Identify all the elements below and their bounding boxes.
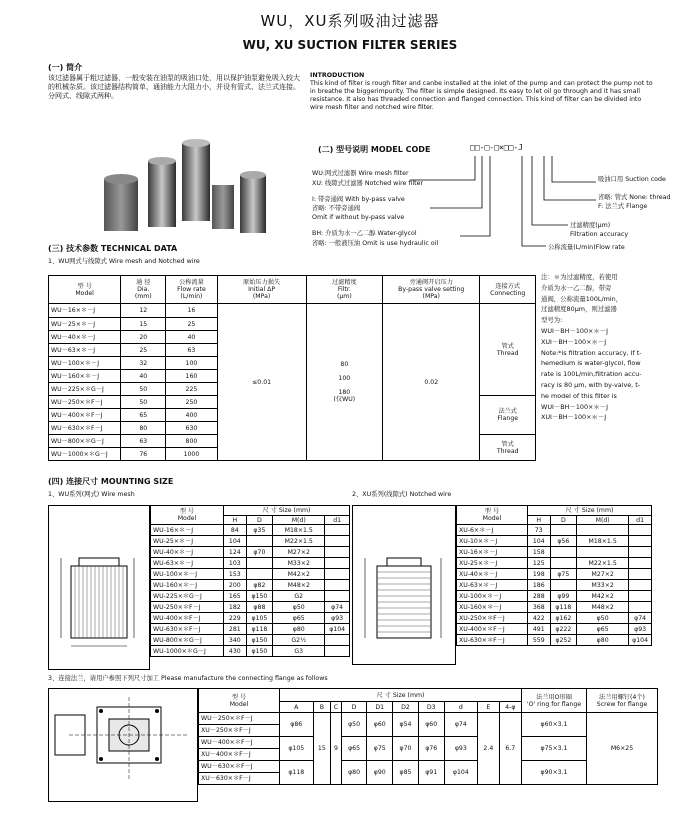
table-row-dia: 50	[121, 383, 166, 396]
table-cell: 124	[224, 547, 247, 558]
connecting-thread	[480, 304, 536, 396]
table-cell: φ91	[418, 761, 444, 785]
table-row-model: XU-6×＊－J	[457, 525, 528, 536]
model-code-right-2: 省略: 管式 None: thread	[598, 194, 671, 201]
table-row-flow: 630	[166, 422, 217, 435]
table-cell	[629, 602, 652, 613]
table-row-dia: 65	[121, 409, 166, 422]
filtration-values	[306, 304, 382, 461]
table-cell: M42×2	[273, 569, 325, 580]
table-cell: φ118	[280, 761, 314, 785]
table-row-model: WU-250×＊F－J	[151, 602, 224, 613]
table-cell: φ252	[550, 635, 577, 646]
table-row-dia: 25	[121, 344, 166, 357]
flange-th-4phi: 4-φ	[499, 702, 521, 713]
filter-product-photo	[100, 137, 270, 239]
model-code-left-3: I: 带旁通阀 With by-pass valve	[312, 196, 405, 203]
flange-th-e: E	[478, 702, 500, 713]
table-cell: M48×2	[577, 602, 629, 613]
wu-th-d1: d1	[325, 516, 350, 525]
connecting-flange-cn: 法兰式	[498, 408, 517, 415]
table-cell	[577, 547, 629, 558]
table-cell: φ150	[246, 646, 273, 657]
table-row-model: XU-25×＊－J	[457, 558, 528, 569]
table-row-model: XU－250×＊F－J	[199, 725, 280, 737]
table-cell: φ90	[367, 761, 393, 785]
table-cell: φ70	[393, 737, 419, 761]
xu-drawing-box	[352, 505, 456, 665]
table-row-dia: 15	[121, 318, 166, 331]
table-cell: 368	[527, 602, 550, 613]
table-cell: φ104	[444, 761, 478, 785]
table-cell: φ50	[273, 602, 325, 613]
table-cell: 125	[527, 558, 550, 569]
model-code-right-3: F: 法兰式 Flange	[598, 203, 648, 210]
table-row-model: WU－16×＊－J	[49, 304, 121, 318]
table-cell: φ74	[629, 613, 652, 624]
filtration-3: 180	[338, 389, 351, 396]
wu-mounting-table	[150, 505, 350, 657]
table-row-dia: 12	[121, 304, 166, 318]
table-cell	[325, 569, 350, 580]
wu-th-d: D	[246, 516, 273, 525]
note-line-5: 型号为:	[541, 316, 563, 325]
table-row-flow: 400	[166, 409, 217, 422]
table-cell: φ105	[280, 737, 314, 761]
table-row-model: WU-630×＊F－J	[151, 624, 224, 635]
model-code-left-6: BH: 介质为水一乙二醇 Water-glycol	[312, 230, 417, 237]
table-cell: φ86	[280, 713, 314, 737]
table-cell: φ104	[629, 635, 652, 646]
table-cell: 153	[224, 569, 247, 580]
table-cell: 158	[527, 547, 550, 558]
table-cell: φ85	[393, 761, 419, 785]
tech-subtitle: 1、WU网式与线隙式 Wire mesh and Notched wire	[48, 258, 200, 265]
table-cell: φ118	[550, 602, 577, 613]
wu-th-h: H	[224, 516, 247, 525]
table-cell: M27×2	[273, 547, 325, 558]
note-line-8: Note:*is filtration accuracy, If t-	[541, 348, 642, 357]
table-cell: 229	[224, 613, 247, 624]
model-code-pattern: □□-□-□×□□-J	[470, 143, 523, 152]
flange-table	[198, 688, 658, 785]
xu-th-h: H	[527, 516, 550, 525]
table-cell: φ104	[325, 624, 350, 635]
xu-th-d1: d1	[629, 516, 652, 525]
table-cell: φ75	[367, 737, 393, 761]
table-cell: M33×2	[273, 558, 325, 569]
table-cell: φ90×3.1	[522, 761, 587, 785]
table-cell	[629, 558, 652, 569]
table-cell	[550, 547, 577, 558]
table-row-model: WU-40×＊－J	[151, 547, 224, 558]
tech-heading: (三) 技术参数 TECHNICAL DATA	[48, 244, 178, 253]
model-code-left-4: 省略: 不带旁通阀	[312, 205, 361, 212]
table-row-dia: 20	[121, 331, 166, 344]
table-row-flow: 225	[166, 383, 217, 396]
table-row-model: WU－630×＊F－J	[199, 761, 280, 773]
table-cell: φ93	[629, 624, 652, 635]
table-cell: M27×2	[577, 569, 629, 580]
table-cell: 2.4	[478, 713, 500, 785]
flange-th-model: 型 号 Model	[199, 689, 280, 713]
xu-series-title: 2、XU系列(线隙式) Notched wire	[352, 491, 452, 498]
table-cell: G3	[273, 646, 325, 657]
table-cell: φ56	[550, 536, 577, 547]
table-cell: φ150	[246, 635, 273, 646]
flange-th-dd: d	[444, 702, 478, 713]
model-code-left-2: XU: 线隙式过滤器 Notched wire filter	[312, 180, 424, 187]
table-row-model: WU-400×＊F－J	[151, 613, 224, 624]
table-cell: φ60	[367, 713, 393, 737]
xu-mounting-table	[456, 505, 652, 646]
wu-drawing-box	[48, 505, 150, 670]
table-cell: 6.7	[499, 713, 521, 785]
table-cell: φ88	[246, 602, 273, 613]
table-cell: φ75	[550, 569, 577, 580]
table-row-flow: 160	[166, 370, 217, 383]
table-cell: φ74	[325, 602, 350, 613]
connecting-flange	[480, 396, 536, 435]
table-row-model: XU-400×＊F－J	[457, 624, 528, 635]
table-cell	[325, 580, 350, 591]
th-filtr: 过滤精度 Filtr. (μm)	[306, 276, 382, 304]
table-cell	[629, 580, 652, 591]
table-row-model: XU-40×＊－J	[457, 569, 528, 580]
table-cell	[325, 558, 350, 569]
table-cell	[629, 525, 652, 536]
flange-title: 3、连接法兰，请用户参照下列尺寸加工 Please manufacture the connecting flange as follows	[48, 675, 328, 682]
note-line-7: XUI－BH－100×＊－J	[541, 337, 607, 346]
table-row-flow: 16	[166, 304, 217, 318]
table-cell	[325, 536, 350, 547]
table-cell: φ60	[418, 713, 444, 737]
table-cell: M22×1.5	[577, 558, 629, 569]
note-line-6: WUI－BH－100×＊－J	[541, 326, 609, 335]
table-row-model: WU-16×＊－J	[151, 525, 224, 536]
table-cell	[325, 547, 350, 558]
table-row-dia: 80	[121, 422, 166, 435]
flange-drawing-box	[48, 688, 198, 802]
table-cell	[246, 569, 273, 580]
note-line-13: WUI－BH－100×＊－J	[541, 402, 609, 411]
model-code-right-6: 公称流量(L/min)Flow rate	[548, 244, 625, 251]
table-cell: 559	[527, 635, 550, 646]
note-line-3: 通阀，公称流量100L/min，	[541, 294, 623, 303]
model-code-heading: (二) 型号说明 MODEL CODE	[318, 145, 431, 154]
table-cell: 200	[224, 580, 247, 591]
th-dia: 通 径 Dia. (mm)	[121, 276, 166, 304]
table-cell: M42×2	[577, 591, 629, 602]
flange-th-d2: D2	[393, 702, 419, 713]
note-line-11: racy is 80 μm, with by-valve, t-	[541, 380, 641, 389]
table-cell: G2	[273, 591, 325, 602]
table-cell: M18×1.5	[273, 525, 325, 536]
table-cell: φ65	[273, 613, 325, 624]
table-row-model: XU-10×＊－J	[457, 536, 528, 547]
table-cell	[325, 525, 350, 536]
table-cell	[550, 580, 577, 591]
table-row-model: WU－100×＊－J	[49, 357, 121, 370]
table-row-model: WU－160×＊－J	[49, 370, 121, 383]
model-code-left-5: Omit if without by-pass valve	[312, 214, 405, 221]
table-row-model: XU-63×＊－J	[457, 580, 528, 591]
table-cell	[325, 646, 350, 657]
connecting-thread-cn: 管式	[501, 342, 514, 350]
table-cell: φ99	[550, 591, 577, 602]
xu-filter-drawing	[353, 506, 455, 664]
intro-text-cn: 该过滤器属于粗过滤器，一般安装在油泵的吸油口处，用以保护油泵避免吸入较大的机械杂质。该过滤器结构简单，通油能力大阻力小，并设有管式、法兰式连接。分网式、线隙式两种。	[48, 74, 300, 100]
table-cell: M6×25	[587, 713, 658, 785]
table-row-model: WU-225×＊G－J	[151, 591, 224, 602]
connecting-thread-en: Thread	[496, 349, 519, 357]
table-row-model: WU-800×＊G－J	[151, 635, 224, 646]
table-cell: φ150	[246, 591, 273, 602]
table-cell: φ82	[246, 580, 273, 591]
table-cell: φ80	[341, 761, 367, 785]
model-code-left-7: 省略: 一般液压油 Omit is use hydraulic oil	[312, 240, 439, 247]
note-line-14: XUI－BH－100×＊－J	[541, 413, 607, 422]
tech-table	[48, 275, 536, 461]
table-row-dia: 40	[121, 370, 166, 383]
table-row-model: XU－630×＊F－J	[199, 773, 280, 785]
table-cell	[550, 558, 577, 569]
table-cell: 288	[527, 591, 550, 602]
table-cell: φ74	[444, 713, 478, 737]
table-cell: 340	[224, 635, 247, 646]
flange-th-oring: 法兰用O形圈 'O' ring for flange	[522, 689, 587, 713]
flange-th-d3: D3	[418, 702, 444, 713]
table-row-model: WU-25×＊－J	[151, 536, 224, 547]
table-cell	[246, 558, 273, 569]
filtration-2: 100	[338, 375, 351, 382]
table-cell: φ80	[577, 635, 629, 646]
note-line-9: hemedium is water-glycol, flow	[541, 359, 641, 368]
table-row-flow: 100	[166, 357, 217, 370]
table-row-model: WU－400×＊F－J	[49, 409, 121, 422]
intro-heading-en: INTRODUCTION	[310, 72, 365, 79]
th-loss: 原始压力损失 Initial ΔP (MPa)	[217, 276, 306, 304]
model-code-right-5: Filtration accuracy	[570, 231, 629, 238]
tech-note	[541, 272, 661, 423]
table-cell: G2½	[273, 635, 325, 646]
intro-heading-cn: (一) 简介	[48, 63, 83, 72]
loss-value: ≤0.01	[217, 304, 306, 461]
xu-th-d: D	[550, 516, 577, 525]
table-cell: φ162	[550, 613, 577, 624]
connecting-flange-en: Flange	[497, 415, 519, 422]
wu-filter-drawing	[49, 506, 149, 669]
th-connecting: 连接方式 Connecting	[480, 276, 536, 304]
table-row-model: WU－250×＊F－J	[49, 396, 121, 409]
table-row-model: XU-100×＊－J	[457, 591, 528, 602]
table-cell	[629, 591, 652, 602]
model-code-right-4: 过滤精度(μm)	[570, 222, 611, 229]
table-cell: 165	[224, 591, 247, 602]
table-row-model: WU－630×＊F－J	[49, 422, 121, 435]
table-cell: φ60×3.1	[522, 713, 587, 737]
table-row-dia: 63	[121, 435, 166, 448]
note-line-2: 介质为水一乙二醇，带旁	[541, 283, 612, 292]
table-cell: φ80	[273, 624, 325, 635]
xu-th-model: 型 号 Model	[457, 506, 528, 525]
title-cn: WU，XU系列吸油过滤器	[260, 12, 440, 30]
th-bypass: 旁通阀开启压力 By-pass valve setting (MPa)	[383, 276, 480, 304]
connecting-thread-2	[480, 435, 536, 461]
table-row-model: WU-100×＊－J	[151, 569, 224, 580]
filtration-4: (仅WU)	[333, 396, 356, 403]
flange-th-d: D	[341, 702, 367, 713]
table-cell: 186	[527, 580, 550, 591]
table-cell: φ93	[444, 737, 478, 761]
table-row-model: WU-160×＊－J	[151, 580, 224, 591]
table-row-dia: 76	[121, 448, 166, 461]
table-row-model: WU－800×＊G－J	[49, 435, 121, 448]
table-cell: 103	[224, 558, 247, 569]
table-cell: φ35	[246, 525, 273, 536]
table-cell	[246, 536, 273, 547]
table-row-model: WU－1000×＊G－J	[49, 448, 121, 461]
flange-th-screw: 法兰用螺钉(4个) Screw for flange	[587, 689, 658, 713]
table-row-model: XU-250×＊F－J	[457, 613, 528, 624]
table-row-flow: 1000	[166, 448, 217, 461]
flange-th-b: B	[313, 702, 331, 713]
intro-text-en: This kind of filter is rough filter and canbe installed at the inlet of the pump and can protect the pump not to in breathe the biggerimpurity. The filter is simple designed. Its easy to let oil go through and it has small resistance. It also has threaded connection and flanged connection. This kind of filter can be divided into wire mesh filter and notched wire filter.	[310, 80, 653, 111]
model-code-right-1: 吸油口用 Suction code	[598, 176, 666, 183]
table-row-model: WU－63×＊－J	[49, 344, 121, 357]
flange-th-a: A	[280, 702, 314, 713]
model-code-left-1: WU:网式过滤器 Wire mesh filter	[312, 170, 409, 177]
table-row-flow: 40	[166, 331, 217, 344]
table-row-model: XU-160×＊－J	[457, 602, 528, 613]
table-cell: 198	[527, 569, 550, 580]
title-en: WU, XU SUCTION FILTER SERIES	[242, 38, 458, 52]
table-cell: φ54	[393, 713, 419, 737]
table-cell: φ65	[341, 737, 367, 761]
table-row-flow: 250	[166, 396, 217, 409]
connecting-thread-2-cn: 管式	[501, 440, 514, 448]
table-row-model: WU-63×＊－J	[151, 558, 224, 569]
table-row-dia: 50	[121, 396, 166, 409]
table-cell: φ76	[418, 737, 444, 761]
flange-th-c: C	[331, 702, 342, 713]
table-cell: 104	[527, 536, 550, 547]
table-cell	[629, 547, 652, 558]
table-cell: 15	[313, 713, 331, 785]
table-row-model: WU－225×＊G－J	[49, 383, 121, 396]
table-row-flow: 25	[166, 318, 217, 331]
th-flow: 公称流量 Flow rate (L/min)	[166, 276, 217, 304]
filtration-1: 80	[340, 361, 349, 368]
table-cell: φ118	[246, 624, 273, 635]
table-cell: M18×1.5	[577, 536, 629, 547]
table-cell	[629, 569, 652, 580]
table-cell: M48×2	[273, 580, 325, 591]
flange-drawing	[49, 689, 197, 801]
flange-th-size: 尺 寸 Size (mm)	[280, 689, 522, 702]
table-cell: 104	[224, 536, 247, 547]
table-cell	[577, 525, 629, 536]
table-cell	[325, 591, 350, 602]
table-row-dia: 32	[121, 357, 166, 370]
table-row-model: WU－400×＊F－J	[199, 737, 280, 749]
table-cell: 491	[527, 624, 550, 635]
table-cell: 84	[224, 525, 247, 536]
table-cell	[629, 536, 652, 547]
wu-th-model: 型 号 Model	[151, 506, 224, 525]
table-cell: 182	[224, 602, 247, 613]
table-cell: φ75×3.1	[522, 737, 587, 761]
table-cell: 430	[224, 646, 247, 657]
table-cell: φ93	[325, 613, 350, 624]
table-cell: 281	[224, 624, 247, 635]
wu-th-md: M(d)	[273, 516, 325, 525]
table-cell: 73	[527, 525, 550, 536]
table-cell: M22×1.5	[273, 536, 325, 547]
note-line-12: he model of this filter is	[541, 391, 617, 400]
table-cell	[550, 525, 577, 536]
wu-th-size: 尺 寸 Size (mm)	[224, 506, 350, 516]
table-cell: φ222	[550, 624, 577, 635]
xu-th-md: M(d)	[577, 516, 629, 525]
flange-th-d1: D1	[367, 702, 393, 713]
table-cell: 9	[331, 713, 342, 785]
table-row-model: XU－400×＊F－J	[199, 749, 280, 761]
table-row-model: WU-1000×＊G－J	[151, 646, 224, 657]
note-line-10: rate is 100L/min,filtration accu-	[541, 370, 642, 379]
table-cell: 422	[527, 613, 550, 624]
note-line-1: 注：＊为过滤精度，若使用	[541, 273, 618, 281]
mounting-heading: (四) 连接尺寸 MOUNTING SIZE	[48, 477, 174, 486]
table-row-flow: 800	[166, 435, 217, 448]
th-model: 型 号 Model	[49, 276, 121, 304]
table-row-model: WU－25×＊－J	[49, 318, 121, 331]
table-cell: φ50	[577, 613, 629, 624]
table-cell: φ65	[577, 624, 629, 635]
table-row-flow: 63	[166, 344, 217, 357]
model-code-leader-lines	[300, 150, 600, 255]
table-row-model: XU-630×＊F－J	[457, 635, 528, 646]
connecting-thread-2-en: Thread	[496, 447, 519, 455]
table-cell: M33×2	[577, 580, 629, 591]
table-cell	[325, 635, 350, 646]
note-line-4: 过滤精度80μm，则过滤器	[541, 305, 617, 314]
table-cell: φ50	[341, 713, 367, 737]
table-row-model: XU-16×＊－J	[457, 547, 528, 558]
table-cell: φ105	[246, 613, 273, 624]
wu-series-title: 1、WU系列(网式) Wire mesh	[48, 491, 135, 498]
table-row-model: WU－250×＊F－J	[199, 713, 280, 725]
table-row-model: WU－40×＊－J	[49, 331, 121, 344]
bypass-value: 0.02	[383, 304, 480, 461]
table-cell: φ70	[246, 547, 273, 558]
xu-th-size: 尺 寸 Size (mm)	[527, 506, 651, 516]
